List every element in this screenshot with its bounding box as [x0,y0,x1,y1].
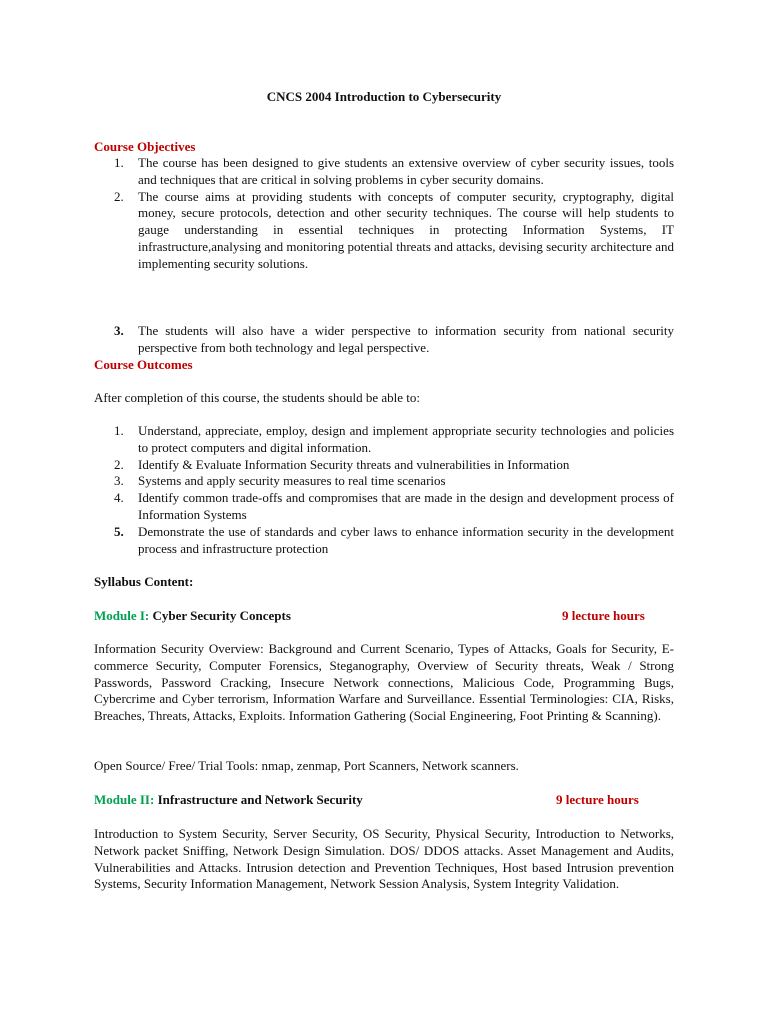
module-2-body: Introduction to System Security, Server Security, OS Security, Physical Security, Introduction to Networks, Network packet Sniffing, Network Design Simulation. DOS/ DDOS attacks. Asset Management and Audits, Vulnerabilities and Attacks. Intrusion detection and Prevention Techniques, Host based Intrusion prevention Systems, Security Information Management, Network Session Analysis, System Integrity Validation. [94,826,674,892]
module-2-heading [94,792,674,808]
list-item [94,524,674,558]
module-1-heading [94,608,674,624]
outcomes-heading: Course Outcomes [94,357,193,372]
module-2-label: Module II: [94,792,155,807]
list-number: 1. [114,155,124,170]
list-item [94,155,674,189]
list-item-text: Systems and apply security measures to real time scenarios [138,473,446,489]
list-number: 1. [114,423,124,438]
module-2-name: Infrastructure and Network Security [157,792,363,807]
list-number: 3. [114,323,124,338]
outcomes-intro: After completion of this course, the students should be able to: [94,390,421,405]
list-item-text: The course has been designed to give students an extensive overview of cyber security issues, tools and techniques that are critical in solving problems in cyber security domains. [138,155,674,187]
objectives-heading: Course Objectives [94,139,196,154]
module-1-tools: Open Source/ Free/ Trial Tools: nmap, zenmap, Port Scanners, Network scanners. [94,758,519,773]
module-2-hours: 9 lecture hours [556,792,639,807]
list-item [94,189,674,273]
syllabus-heading: Syllabus Content: [94,574,194,589]
outcomes-list [94,423,674,557]
list-number: 5. [114,523,124,539]
list-item [94,457,674,474]
list-item [94,323,674,357]
list-number: 2. [114,188,124,204]
objectives-list [94,155,674,273]
list-item [94,490,674,524]
module-1-label: Module I: [94,608,150,623]
list-number: 2. [114,456,124,472]
list-item-text: Identify & Evaluate Information Security threats and vulnerabilities in Information [138,456,570,472]
list-item-text: Demonstrate the use of standards and cyber laws to enhance information security in the development process and infrastructure protection [138,523,674,556]
list-number: 4. [114,490,124,506]
list-item-text: The students will also have a wider perspective to information security from national security perspective from both technology and legal perspective. [138,323,674,355]
list-item-text: Understand, appreciate, employ, design and implement appropriate security technologies and policies to protect computers and digital information. [138,423,674,455]
list-item-text: Identify common trade-offs and compromises that are made in the design and development process of Information Systems [138,490,674,522]
list-number: 3. [114,473,124,489]
module-1-name: Cyber Security Concepts [152,608,291,623]
document-title: CNCS 2004 Introduction to Cybersecurity [266,89,502,104]
objectives-list-continued [94,323,674,357]
list-item [94,423,674,457]
list-item [94,473,674,490]
module-1-hours: 9 lecture hours [562,608,645,623]
list-item-text: The course aims at providing students with concepts of computer security, cryptography, digital money, secure protocols, detection and other security techniques. The course will help students to gauge understanding in essential techniques in protecting Information Systems, IT infrastructure,analysing and monitoring potential threats and attacks, devising security architecture and implementing security solutions. [138,188,674,271]
module-1-body: Information Security Overview: Background and Current Scenario, Types of Attacks, Goals for Security, E-commerce Security, Computer Forensics, Steganography, Overview of Security threats, Weak / Strong Passwords, Password Cracking, Insecure Network connections, Malicious Code, Programming Bugs, Cybercrime and Cyber terrorism, Information Warfare and Surveillance. Essential Terminologies: CIA, Risks, Breaches, Threats, Attacks, Exploits. Information Gathering (Social Engineering, Foot Printing & Scanning). [94,641,674,724]
